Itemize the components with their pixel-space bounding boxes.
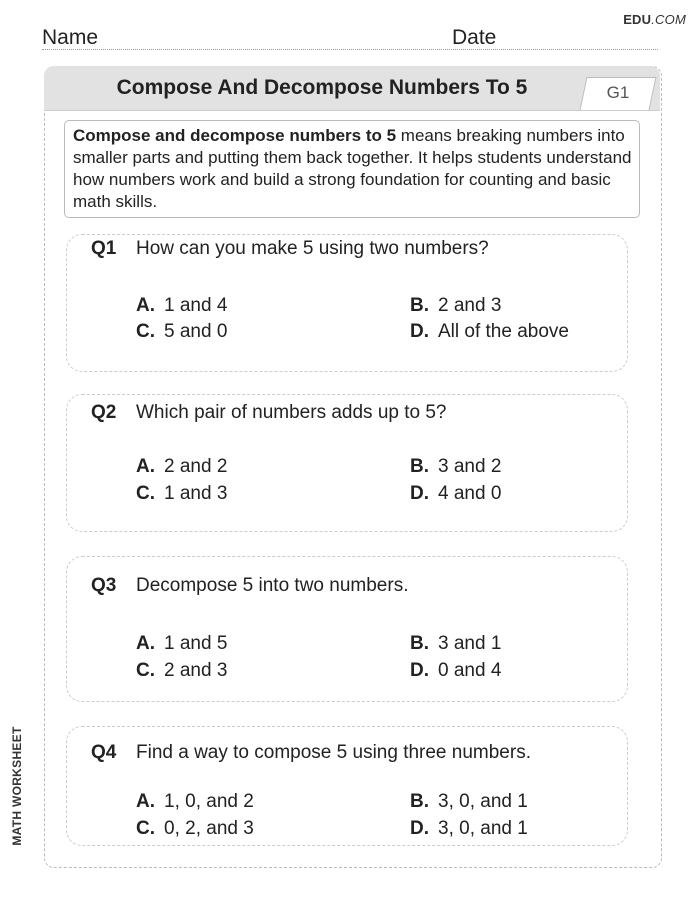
option-text: 3 and 2 bbox=[438, 456, 502, 477]
option-a[interactable] bbox=[136, 633, 227, 655]
question-text: Find a way to compose 5 using three numbers. bbox=[136, 742, 531, 763]
option-a[interactable] bbox=[136, 295, 227, 317]
intro-box bbox=[64, 120, 640, 218]
option-text: 0, 2, and 3 bbox=[164, 818, 254, 839]
question-number: Q3 bbox=[91, 575, 117, 596]
option-letter: C. bbox=[136, 321, 155, 342]
option-c[interactable] bbox=[136, 483, 227, 505]
option-text: 5 and 0 bbox=[164, 321, 228, 342]
option-text: 4 and 0 bbox=[438, 483, 502, 504]
brand-logo bbox=[623, 12, 686, 27]
option-letter: D. bbox=[410, 321, 429, 342]
option-letter: B. bbox=[410, 633, 429, 654]
intro-bold: Compose and decompose numbers to 5 bbox=[73, 126, 397, 145]
grade-label: G1 bbox=[606, 83, 630, 102]
option-letter: B. bbox=[410, 456, 429, 477]
question-number: Q4 bbox=[91, 742, 117, 763]
option-text: 1 and 4 bbox=[164, 295, 228, 316]
option-letter: D. bbox=[410, 483, 429, 504]
option-text: 0 and 4 bbox=[438, 660, 502, 681]
worksheet-title: Compose And Decompose Numbers To 5 bbox=[116, 76, 528, 99]
option-d[interactable] bbox=[410, 483, 501, 505]
option-b[interactable] bbox=[410, 456, 501, 478]
header-underline bbox=[42, 49, 658, 50]
option-letter: C. bbox=[136, 483, 155, 504]
side-label bbox=[6, 720, 28, 852]
option-letter: A. bbox=[136, 295, 155, 316]
option-letter: C. bbox=[136, 660, 155, 681]
side-label-text: MATH WORKSHEET bbox=[10, 726, 24, 846]
option-a[interactable] bbox=[136, 456, 227, 478]
question-text: Which pair of numbers adds up to 5? bbox=[136, 402, 447, 423]
option-text: 1 and 3 bbox=[164, 483, 228, 504]
option-a[interactable] bbox=[136, 791, 254, 813]
option-text: 1 and 5 bbox=[164, 633, 228, 654]
date-label: Date bbox=[452, 26, 497, 49]
option-c[interactable] bbox=[136, 660, 227, 682]
option-b[interactable] bbox=[410, 791, 528, 813]
option-text: 3, 0, and 1 bbox=[438, 791, 528, 812]
option-text: All of the above bbox=[438, 321, 569, 342]
option-text: 2 and 3 bbox=[438, 295, 502, 316]
option-letter: D. bbox=[410, 660, 429, 681]
brand-bold: EDU bbox=[623, 12, 652, 27]
option-letter: D. bbox=[410, 818, 429, 839]
question-text: How can you make 5 using two numbers? bbox=[136, 238, 489, 259]
option-text: 3 and 1 bbox=[438, 633, 502, 654]
option-text: 2 and 2 bbox=[164, 456, 228, 477]
option-d[interactable] bbox=[410, 660, 501, 682]
option-d[interactable] bbox=[410, 321, 569, 343]
option-letter: A. bbox=[136, 456, 155, 477]
question-number: Q1 bbox=[91, 238, 117, 259]
option-b[interactable] bbox=[410, 633, 501, 655]
intro-text: means breaking numbers into smaller parts and putting them back together. It helps students understand how numbers work and build a strong foundation for counting and basic math skills. bbox=[73, 126, 632, 211]
option-letter: A. bbox=[136, 791, 155, 812]
option-b[interactable] bbox=[410, 295, 501, 317]
option-text: 1, 0, and 2 bbox=[164, 791, 254, 812]
question-number: Q2 bbox=[91, 402, 117, 423]
option-text: 3, 0, and 1 bbox=[438, 818, 528, 839]
option-letter: B. bbox=[410, 791, 429, 812]
option-text: 2 and 3 bbox=[164, 660, 228, 681]
option-letter: C. bbox=[136, 818, 155, 839]
brand-suffix: .COM bbox=[651, 12, 686, 27]
question-text: Decompose 5 into two numbers. bbox=[136, 575, 409, 596]
option-c[interactable] bbox=[136, 321, 227, 343]
name-label: Name bbox=[42, 26, 99, 49]
option-d[interactable] bbox=[410, 818, 528, 840]
option-c[interactable] bbox=[136, 818, 254, 840]
option-letter: B. bbox=[410, 295, 429, 316]
option-letter: A. bbox=[136, 633, 155, 654]
